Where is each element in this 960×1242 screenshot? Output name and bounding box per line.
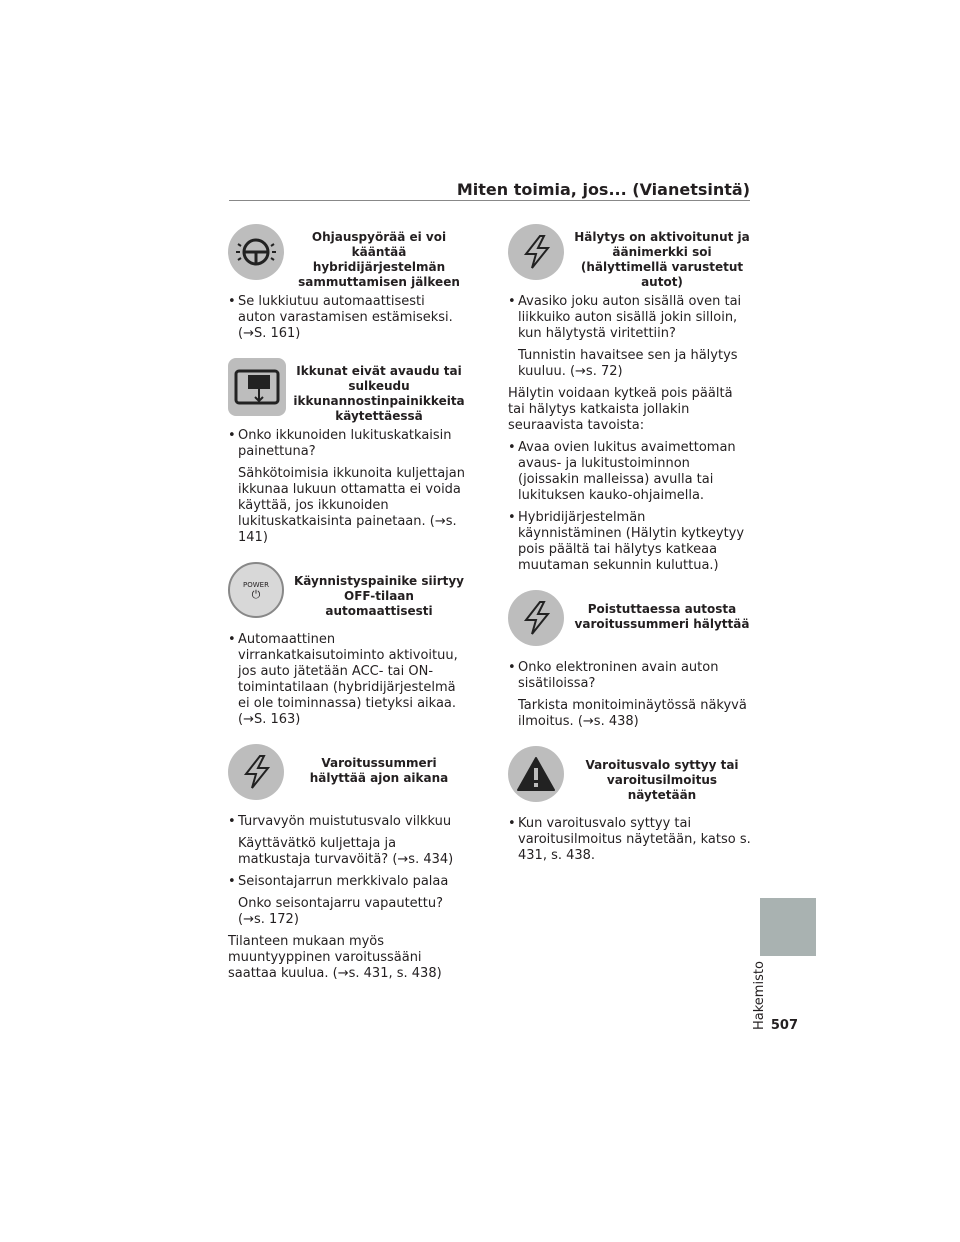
alarm-title: Hälytys on aktivoitunut ja äänimerkki soi (hälyttimellä varustetut autot) (574, 230, 750, 289)
paragraph: Tunnistin havaitsee sen ja hälytys kuuluu. (→s. 72) (518, 348, 738, 379)
alarm-icon (508, 224, 564, 280)
windows-section-header (228, 356, 466, 423)
header-divider (229, 200, 750, 201)
left-column (228, 222, 466, 988)
window-switch-icon (228, 358, 286, 416)
windows-title: Ikkunat eivät avaudu tai sulkeudu ikkunannostinpainikkeita käytettäessä (293, 364, 465, 423)
buzzer-icon (228, 744, 284, 800)
paragraph: Onko seisontajarru vapautettu? (→s. 172) (238, 896, 443, 927)
list-item: • Onko elektroninen avain auton sisätiloissa? (508, 660, 719, 691)
page-number: 507 (770, 1018, 798, 1033)
warning-title: Varoitusvalo syttyy tai varoitusilmoitus näytetään (585, 758, 739, 802)
list-item: • Se lukkiutuu automaattisesti auton varastamisen estämiseksi. (→S. 161) (228, 294, 453, 341)
list-item: • Turvavyön muistutusvalo vilkkuu (228, 814, 452, 829)
list-item: • Onko ikkunoiden lukituskatkaisin painettuna? (228, 428, 452, 459)
list-item: • Hybridijärjestelmän käynnistäminen (Hälytin kytkeytyy pois päältä tai hälytys katkeaa muutaman sekunnin kuluttua.) (508, 510, 745, 573)
list-item: • Seisontajarrun merkkivalo palaa (228, 874, 449, 889)
paragraph: Tarkista monitoiminäytössä näkyvä ilmoitus. (→s. 438) (518, 698, 747, 729)
section-tab (760, 898, 816, 956)
buzzer-section-header (228, 742, 466, 802)
steering-section-header (228, 222, 466, 289)
list-item: • Avasiko joku auton sisällä oven tai liikkuiko auton sisällä jokin silloin, kun hälytystä viritettiin? (508, 294, 742, 341)
exit-section-header (508, 588, 752, 648)
steering-lock-icon (228, 224, 284, 280)
list-item: • Automaattinen virrankatkaisutoiminto aktivoituu, jos auto jätetään ACC- tai ON-toimintatilaan (hybridijärjestelmä ei ole toiminnassa) tietyksi aikaa. (→S. 163) (228, 632, 458, 727)
list-item: • Kun varoitusvalo syttyy tai varoitusilmoitus näytetään, katso s. 431, s. 438. (508, 816, 751, 863)
paragraph: Hälytin voidaan kytkeä pois päältä tai hälytys katkaista jollakin seuraavista tavoista: (508, 386, 733, 433)
warning-section-header (508, 744, 752, 804)
exit-title: Poistuttaessa autosta varoitussummeri hälyttää (574, 602, 750, 631)
power-button-icon: POWER ⏻ (228, 562, 284, 618)
page-header: Miten toimia, jos... (Vianetsintä) (456, 180, 750, 199)
right-column (508, 222, 752, 870)
paragraph: Tilanteen mukaan myös muuntyyppinen varoitussääni saattaa kuulua. (→s. 431, s. 438) (228, 934, 442, 981)
buzzer-icon (508, 590, 564, 646)
paragraph: Sähkötoimisia ikkunoita kuljettajan ikkunaa lukuun ottamatta ei voida käyttää, jos ikkunoiden lukituskatkaisinta painetaan. (→s. 141) (238, 466, 465, 545)
list-item: • Avaa ovien lukitus avaimettoman avaus- ja lukitustoiminnon (joissakin malleissa) avulla tai lukituksen kauko-ohjaimella. (508, 440, 736, 503)
power-title: Käynnistyspainike siirtyy OFF-tilaan automaattisesti (294, 574, 464, 618)
buzzer-title: Varoitussummeri hälyttää ajon aikana (309, 756, 449, 785)
section-label: Hakemisto (752, 961, 767, 1030)
paragraph: Käyttävätkö kuljettaja ja matkustaja turvavöitä? (→s. 434) (238, 836, 454, 867)
warning-icon (508, 746, 564, 802)
alarm-section-header (508, 222, 752, 289)
steering-title: Ohjauspyörää ei voi kääntää hybridijärjestelmän sammuttamisen jälkeen (298, 230, 460, 289)
power-section-header (228, 560, 466, 620)
